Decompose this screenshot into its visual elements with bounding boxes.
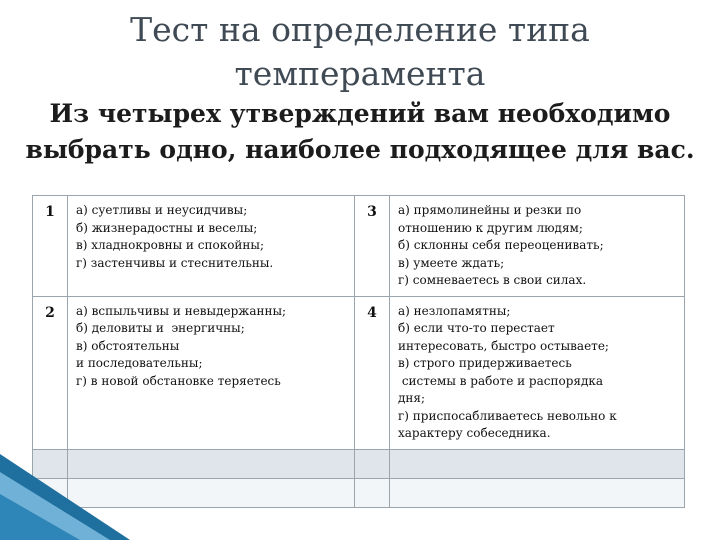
option-line: в) строго придерживаетесь xyxy=(398,356,572,370)
option-line: в) обстоятельны xyxy=(76,338,180,353)
option-line: в) умеете ждать; xyxy=(398,255,505,270)
question-options xyxy=(390,296,685,449)
option-line: дня; xyxy=(398,391,425,405)
title-line-1: Тест на определение типа xyxy=(130,10,590,49)
corner-decoration xyxy=(0,454,130,540)
option-line: б) склонны себя переоценивать; xyxy=(398,238,604,252)
empty-table-row xyxy=(33,478,685,507)
option-line: г) сомневаетесь в свои силах. xyxy=(398,273,587,287)
question-number: 3 xyxy=(355,196,390,297)
question-options xyxy=(390,196,685,297)
option-line: б) жизнерадостны и веселы; xyxy=(76,220,258,235)
option-line: г) приспосабливаетесь невольно к xyxy=(398,408,617,423)
option-line: отношению к другим людям; xyxy=(398,220,583,235)
page-title xyxy=(0,8,720,96)
empty-cell xyxy=(355,478,390,507)
option-line: характеру собеседника. xyxy=(398,426,551,440)
title-line-2: темперамента xyxy=(234,54,486,93)
option-line: а) суетливы и неусидчивы; xyxy=(76,203,248,217)
question-number: 4 xyxy=(355,296,390,449)
question-options xyxy=(68,196,355,297)
instruction-text xyxy=(0,96,720,168)
option-line: интересовать, быстро остываете; xyxy=(398,338,609,353)
table-row xyxy=(33,196,685,297)
instruction-line-2: выбрать одно, наиболее подходящее для вас. xyxy=(25,135,695,164)
option-line: б) деловиты и энергичны; xyxy=(76,321,245,335)
option-line: а) вспыльчивы и невыдержанны; xyxy=(76,303,287,318)
empty-cell xyxy=(355,449,390,478)
option-line: а) прямолинейны и резки по xyxy=(398,203,582,217)
question-number: 1 xyxy=(33,196,68,297)
option-line: и последовательны; xyxy=(76,356,203,370)
option-line: г) в новой обстановке теряетесь xyxy=(76,373,281,388)
option-line: б) если что-то перестает xyxy=(398,321,555,335)
empty-table-row xyxy=(33,449,685,478)
option-line: в) хладнокровны и спокойны; xyxy=(76,238,265,252)
instruction-line-1: Из четырех утверждений вам необходимо xyxy=(49,99,671,128)
option-line: г) застенчивы и стеснительны. xyxy=(76,255,274,270)
option-line: а) незлопамятны; xyxy=(398,303,511,318)
empty-cell xyxy=(390,449,685,478)
table-row xyxy=(33,296,685,449)
option-line: системы в работе и распорядка xyxy=(398,373,603,388)
question-options xyxy=(68,296,355,449)
empty-cell xyxy=(390,478,685,507)
question-number: 2 xyxy=(33,296,68,449)
